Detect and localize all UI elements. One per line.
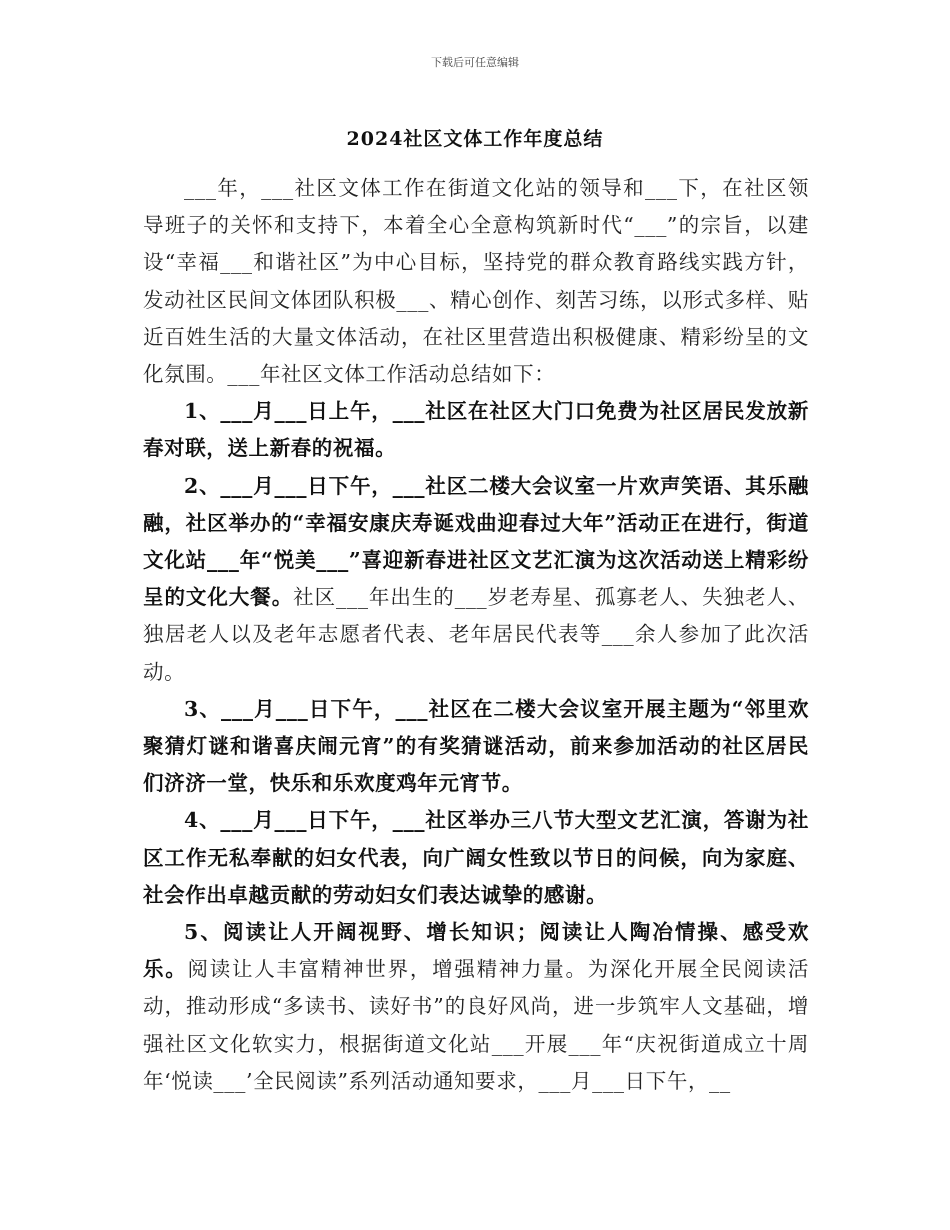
paragraph-normal-text: 阅读让人丰富精神世界，增强精神力量。为深化开展全民阅读活动，推动形成“多读书、读好书”的良好风尚，进一步筑牢人文基础，增强社区文化软实力，根据街道文化站___开展___年“庆祝街道成立十周年‘悦读___’全民阅读”系列活动通知要求，___月___日下午，__	[143, 957, 809, 1093]
paragraph-item-2	[143, 468, 809, 691]
paragraph-bold-text: 2、___月___日下午，___社区二楼大会议室一片欢声笑语、其乐融融，社区举办的“幸福安康庆寿诞戏曲迎春过大年”活动正在进行，街道文化站___年“悦美___”喜迎新春进社区文艺汇演为这次活动送上精彩纷呈的文化大餐。	[143, 473, 809, 610]
paragraph-normal-text: 社区___年出生的___岁老寿星、孤寡老人、失独老人、独居老人以及老年志愿者代表、老年居民代表等___余人参加了此次活动。	[143, 585, 809, 684]
header-note: 下载后可任意编辑	[431, 56, 519, 69]
paragraph-bold-text: 5、阅读让人开阔视野、增长知识；阅读让人陶冶情操、感受欢乐。	[143, 920, 809, 982]
paragraph-item-1	[143, 393, 809, 467]
paragraph-intro	[143, 170, 809, 393]
paragraph-bold-text: 4、___月___日下午，___社区举办三八节大型文艺汇演，答谢为社区工作无私奉献的妇女代表，向广阔女性致以节日的问候，向为家庭、社会作出卓越贡献的劳动妇女们表达诚挚的感谢。	[143, 808, 809, 907]
paragraph-bold-text: 3、___月___日下午，___社区在二楼大会议室开展主题为“邻里欢聚猜灯谜和谐喜庆闹元宵”的有奖猜谜活动，前来参加活动的社区居民们济济一堂，快乐和乐欢度鸡年元宵节。	[143, 696, 809, 796]
document-title: 2024社区文体工作年度总结	[346, 128, 604, 150]
paragraph-item-3	[143, 691, 809, 803]
paragraph-normal-text: ___年，___社区文体工作在街道文化站的领导和___下，在社区领导班子的关怀和支持下，本着全心全意构筑新时代“___”的宗旨，以建设“幸福___和谐社区”为中心目标，坚持党的群众教育路线实践方针，发动社区民间文体团队积极___、精心创作、刻苦习练，以形式多样、贴近百姓生活的大量文体活动，在社区里营造出积极健康、精彩纷呈的文化氛围。___年社区文体工作活动总结如下：	[143, 176, 809, 387]
paragraph-bold-text: 1、___月___日上午，___社区在社区大门口免费为社区居民发放新春对联，送上新春的祝福。	[143, 399, 809, 461]
paragraph-item-5	[143, 914, 809, 1100]
document-body	[143, 170, 809, 1100]
paragraph-item-4	[143, 802, 809, 914]
